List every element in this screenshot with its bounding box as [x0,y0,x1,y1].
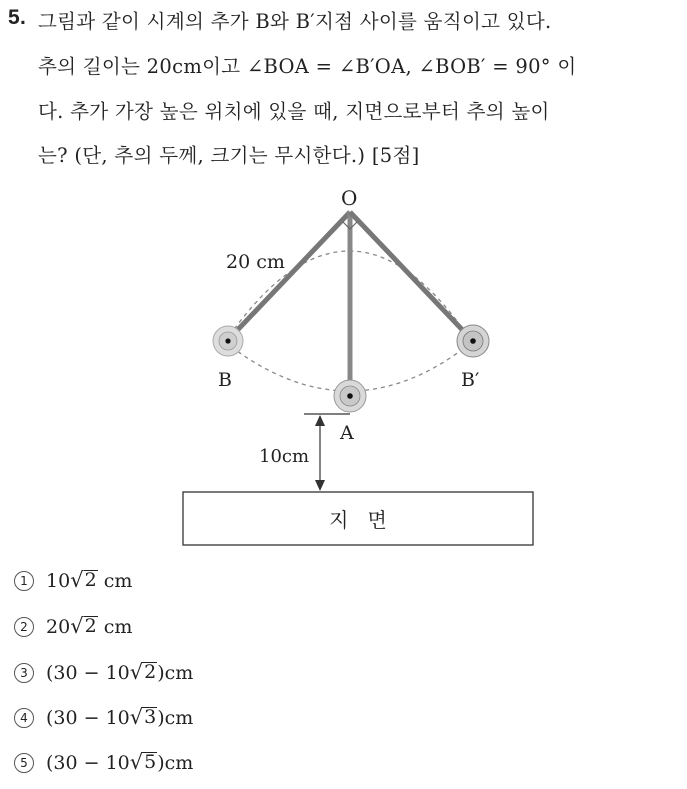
choice-prefix: (30 − 10 [46,752,130,774]
question-line-2: 추의 길이는 20cm이고 ∠BOA = ∠B′OA, ∠BOB′ = 90° 이 [38,55,577,78]
question-line-4: 는? (단, 추의 두께, 크기는 무시한다.) [5점] [38,144,420,167]
bob-Bprime [457,325,489,357]
label-10cm: 10cm [259,446,310,467]
arrow-down [315,480,325,491]
arrow-up [315,415,325,426]
sqrt-expression [70,570,97,591]
sqrt-expression [130,662,157,683]
choice-5[interactable] [14,752,193,774]
radicand: 2 [84,615,97,638]
string-OB [228,212,350,340]
choice-suffix: cm [97,616,133,638]
radical-sign: √ [70,614,84,638]
sqrt-expression [130,752,157,773]
label-O: O [341,186,358,210]
choice-number: 3 [14,663,34,683]
sqrt-expression [130,707,157,728]
choice-suffix: )cm [157,752,194,774]
radicand: 3 [144,706,157,729]
choice-1[interactable] [14,570,132,592]
radicand: 2 [84,569,97,592]
choice-2[interactable] [14,616,132,638]
choice-3[interactable] [14,662,193,684]
choice-suffix: cm [97,570,133,592]
choice-number: 4 [14,708,34,728]
label-A: A [340,422,354,444]
choice-prefix: (30 − 10 [46,662,130,684]
choice-suffix: )cm [157,707,194,729]
choice-suffix: )cm [157,662,194,684]
question-number: 5. [8,6,27,29]
radical-sign: √ [129,750,144,774]
question-line-1: 그림과 같이 시계의 추가 B와 B′지점 사이를 움직이고 있다. [38,10,552,33]
choice-number: 5 [14,753,34,773]
choice-prefix: (30 − 10 [46,707,130,729]
label-20cm: 20 cm [226,251,285,273]
choice-prefix: 10 [46,570,71,592]
label-Bprime: B′ [461,369,480,391]
radicand: 2 [144,661,157,684]
question-line-3: 다. 추가 가장 높은 위치에 있을 때, 지면으로부터 추의 높이 [38,100,550,123]
bob-B [213,326,243,356]
label-B: B [218,369,232,391]
bob-A [334,380,366,412]
radicand: 5 [144,751,157,774]
radical-sign: √ [129,705,144,729]
string-OBprime [350,212,472,340]
sqrt-expression [70,616,97,637]
radical-sign: √ [70,568,84,592]
choice-4[interactable] [14,707,193,729]
ground-label: 지 면 [329,508,387,532]
choice-prefix: 20 [46,616,71,638]
choice-number: 2 [14,617,34,637]
radical-sign: √ [129,660,144,684]
choice-number: 1 [14,571,34,591]
